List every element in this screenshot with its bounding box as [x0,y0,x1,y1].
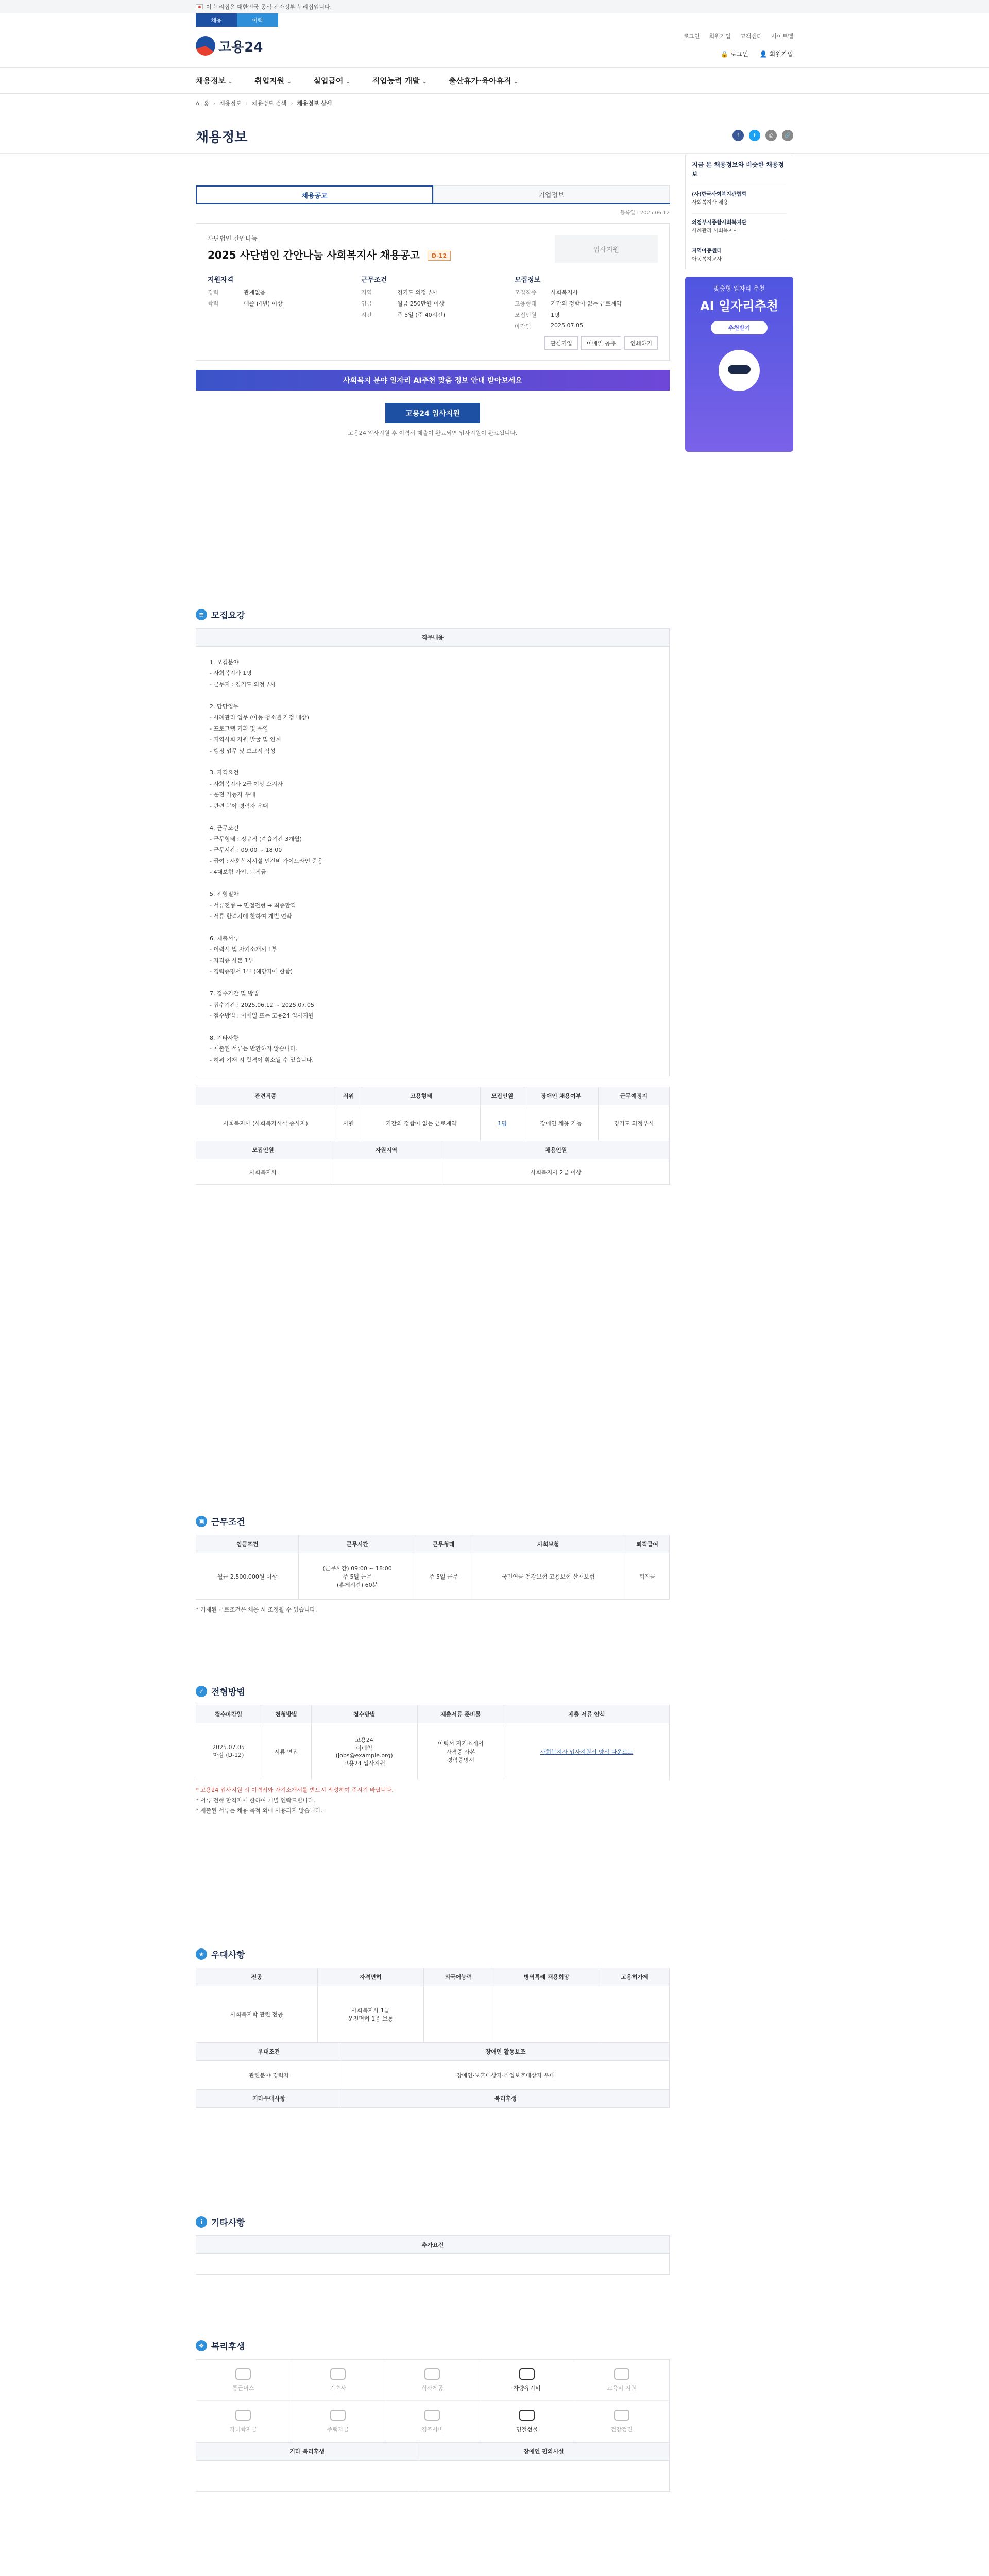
prefer-table [196,1968,670,2043]
similar-job-item[interactable] [692,242,787,264]
site-header [0,27,989,68]
email-share-button[interactable]: 이메일 공유 [581,336,622,350]
welfare-item [385,2401,480,2442]
section-process [196,1685,670,1816]
work-table [196,1535,670,1600]
table-header: 기타우대사항 [196,2090,342,2108]
info-value: 2025.07.05 [551,322,583,329]
table-header: 장애인 활동보조 [342,2043,670,2061]
welfare-label: 식사제공 [421,2384,444,2392]
briefcase-icon: ▣ [196,1516,207,1527]
login-label: 로그인 [730,50,748,58]
prefer-extra-table [196,2042,670,2108]
company-name[interactable]: 사단법인 간안나눔 [208,235,258,242]
similar-job-item[interactable] [692,213,787,235]
welfare-icon [424,2410,440,2421]
util-link-help[interactable]: 고객센터 [740,33,762,40]
info-label: 시간 [361,312,372,318]
table-cell: (근무시간) 09:00 ~ 18:00 주 5일 근무 (휴게시간) 60분 [299,1553,416,1600]
work-note: * 기재된 근로조건은 채용 시 조정될 수 있습니다. [196,1606,317,1613]
table-header: 근무형태 [416,1535,471,1553]
promo-banner[interactable]: 사회복지 분야 일자리 AI추천 맞춤 정보 안내 받아보세요 [196,370,670,391]
util-icons [721,49,793,58]
page-title: 채용정보 [196,130,248,145]
info-label: 모집직종 [515,289,537,296]
info-value: 1명 [551,312,560,318]
favorite-button[interactable]: 관심기업 [544,336,578,350]
welfare-icon [614,2410,629,2421]
table-cell: 기간의 정함이 없는 근로계약 [362,1105,481,1141]
lock-icon: 🔒 [720,50,728,58]
info-list [361,288,504,319]
table-row [196,1723,670,1780]
facebook-icon[interactable]: f [732,130,744,141]
table-header: 퇴직급여 [625,1535,670,1553]
info-value: 대졸 (4년) 이상 [244,300,283,307]
table-row [196,1105,670,1141]
table-header: 직위 [335,1087,362,1105]
table-cell: 월급 2,500,000원 이상 [196,1553,299,1600]
section-heading [196,2215,670,2228]
similar-job-company: 의정부시종합사회복지관 [692,220,747,226]
welfare-item [480,2401,575,2442]
table-cell: 사회복지사 (사회복지시설 종사자) [196,1105,335,1141]
gov-banner-text: 이 누리집은 대한민국 공식 전자정부 누리집입니다. [206,3,332,10]
welfare-icon [235,2410,251,2421]
welfare-label: 명절선물 [516,2426,538,2433]
table-header: 전공 [196,1968,318,1986]
info-value: 사회복지사 [551,289,578,296]
table-cell: 장애인·보훈대상자·취업보호대상자 우대 [342,2061,670,2090]
nav-training[interactable]: 직업능력 개발 ⌄ [372,75,427,86]
util-link-join[interactable]: 회원가입 [709,33,731,40]
nav-jobs[interactable]: 채용정보 ⌄ [196,75,233,86]
section-title: 복리후생 [211,2342,245,2352]
welfare-label: 통근버스 [232,2384,254,2392]
section-other [196,2215,670,2275]
table-cell: 사회복지사 [196,1159,330,1185]
breadcrumb-home[interactable]: 홈 [203,100,209,107]
info-list [515,288,658,330]
similar-job-company: 지역아동센터 [692,248,722,254]
section-work [196,1515,670,1615]
breadcrumb [0,94,989,112]
info-label: 모집인원 [515,312,537,318]
section-heading [196,1515,670,1528]
gift-icon: ❖ [196,2340,207,2351]
welfare-item [480,2360,575,2401]
logo-icon [196,36,215,56]
util-link-sitemap[interactable]: 사이트맵 [771,33,793,40]
ai-recommend-banner[interactable] [685,277,793,452]
util-links [684,32,793,40]
info-value: 주 5일 (주 40시간) [397,312,446,318]
chevron-right-icon: › [291,99,293,107]
job-overview [196,185,670,437]
chevron-right-icon: › [213,99,216,107]
process-table [196,1705,670,1780]
apply-note: 고용24 입사지원 후 이력서 제출이 완료되면 입사지원이 완료됩니다. [348,430,518,436]
job-actions [208,336,658,350]
twitter-icon[interactable]: t [749,130,760,141]
table-cell: 주 5일 근무 [416,1553,471,1600]
welfare-label: 주택자금 [327,2426,349,2433]
welfare-label: 경조사비 [421,2426,444,2433]
table-header: 제출 서류 양식 [504,1705,669,1723]
info-grid [208,274,658,330]
table-cell: 사회복지학 관련 전공 [196,1986,318,2043]
info-col-head: 지원자격 [208,276,234,284]
table-cell [196,2461,418,2492]
table-header: 장애인 편의시설 [418,2443,670,2461]
table-header: 외국어능력 [424,1968,493,1986]
list-icon: ≡ [196,609,207,620]
info-value: 월급 250만원 이상 [397,300,445,307]
info-col-conditions [361,274,504,330]
similar-jobs-card [685,155,793,269]
info-label: 임금 [361,300,372,307]
note-line: * 제출된 서류는 채용 목적 외에 사용되지 않습니다. [196,1807,322,1814]
table-header: 장애인 채용여부 [524,1087,598,1105]
job-title-text: 2025 사단법인 간안나눔 사회복지사 채용공고 [208,249,420,261]
welfare-item [196,2360,291,2401]
table-header: 전형방법 [261,1705,312,1723]
deadline-badge: D-12 [428,251,451,261]
welfare-icon [330,2410,346,2421]
table-cell[interactable]: 1명 [481,1105,524,1141]
table-header: 복리후생 [342,2090,670,2108]
detail-tabs [196,185,670,204]
table-cell: 사회복지사 1급 운전면허 1종 보통 [317,1986,424,2043]
process-notes [196,1785,670,1816]
table-header: 채용인원 [442,1141,670,1159]
section-recruit [196,608,670,1185]
table-cell: 장애인 채용 가능 [524,1105,598,1141]
table-header: 근무예정지 [598,1087,669,1105]
similar-job-company: (사)한국사회복지관협회 [692,192,746,197]
tab-job-posting[interactable]: 채용공고 [196,185,433,203]
table-header: 접수방법 [311,1705,417,1723]
welfare-icon [519,2410,535,2421]
table-row [196,2061,670,2090]
link-icon[interactable]: 🔗 [782,130,793,141]
welfare-item [291,2360,386,2401]
other-table [196,2235,670,2275]
table-row [196,1159,670,1185]
sidebar [685,155,793,452]
recruit-detail-table [196,628,670,1076]
table-header: 직무내용 [196,629,670,647]
nav-unemployment[interactable]: 실업급여 ⌄ [313,75,350,86]
section-title: 우대사항 [211,1950,245,1960]
robot-icon [719,350,760,391]
title-row [0,112,989,154]
table-header: 자원지역 [330,1141,442,1159]
table-header: 관련직종 [196,1087,335,1105]
tab-company-info[interactable]: 기업정보 [433,185,670,203]
welfare-bottom-table [196,2442,670,2492]
table-cell: 이력서 자기소개서 자격증 사본 경력증명서 [417,1723,504,1780]
recruit-summary-table [196,1087,670,1141]
similar-jobs-title: 지금 본 채용정보와 비슷한 채용정보 [692,161,785,178]
info-label: 고용형태 [515,300,537,307]
similar-job-item[interactable] [692,185,787,207]
breadcrumb-jobs[interactable]: 채용정보 [219,100,242,107]
section-prefer [196,1947,670,2108]
section-title: 기타사항 [211,2218,245,2228]
chevron-right-icon: › [245,99,248,107]
welfare-label: 건강검진 [610,2426,633,2433]
updated-date: 등록일 : 2025.06.12 [620,210,670,216]
table-header: 모집인원 [196,1141,330,1159]
welfare-icon [235,2368,251,2380]
section-title: 모집요강 [211,611,245,621]
table-header: 사회보험 [471,1535,625,1553]
service-switch [0,13,989,27]
nav-leave[interactable]: 출산휴가·육아휴직 ⌄ [449,75,519,86]
star-icon: ★ [196,1948,207,1960]
apply-button[interactable]: 고용24 입사지원 [385,403,480,423]
welfare-label: 기숙사 [329,2384,346,2392]
note-line: * 서류 전형 합격자에 한하여 개별 연락드립니다. [196,1797,315,1804]
print-button[interactable]: 인쇄하기 [624,336,658,350]
print-icon[interactable]: ⎙ [765,130,777,141]
util-link-login[interactable]: 로그인 [683,33,700,40]
recruit-extra-table [196,1141,670,1185]
welfare-icon [330,2368,346,2380]
table-header: 자격면허 [317,1968,424,1986]
table-cell [600,1986,670,2043]
table-cell [330,1159,442,1185]
welfare-grid [196,2359,670,2443]
table-cell: 국민연금 건강보험 고용보험 산재보험 [471,1553,625,1600]
gov-banner [0,0,989,13]
info-label: 마감일 [515,323,531,330]
table-header: 추가요건 [196,2236,670,2254]
welfare-item [385,2360,480,2401]
table-cell [418,2461,670,2492]
welfare-item [196,2401,291,2442]
table-header: 고용허가제 [600,1968,670,1986]
user-icon: 👤 [759,50,768,58]
table-cell: 2025.07.05 마감 (D-12) [196,1723,261,1780]
welfare-item [291,2401,386,2442]
info-label: 경력 [208,289,219,296]
download-form-link[interactable]: 사회복지사 입사지원서 양식 다운로드 [504,1723,669,1780]
similar-job-text: 아동복지교사 [692,257,722,262]
note-line: * 고용24 입사지원 시 이력서와 자기소개서를 반드시 작성하여 주시기 바랍니다. [196,1787,394,1793]
service-tab-jobs[interactable]: 채용 [196,13,237,27]
similar-job-text: 사회복지사 채용 [692,200,728,206]
share-icons [732,130,793,141]
table-cell [424,1986,493,2043]
table-cell: 고용24 이메일 (jobs@example.org) 고용24 입사지원 [311,1723,417,1780]
breadcrumb-search[interactable]: 채용정보 검색 [251,100,287,107]
welfare-item [574,2401,669,2442]
login-button[interactable] [721,49,748,58]
home-icon[interactable]: ⌂ [196,99,199,107]
table-cell: 사회복지사 2급 이상 [442,1159,670,1185]
table-header: 제출서류 준비물 [417,1705,504,1723]
table-cell [196,2254,670,2275]
logo-text: 고용24 [218,39,263,55]
main-navigation [0,68,989,94]
section-heading [196,608,670,621]
ai-recommend-button[interactable]: 추천받기 [711,321,768,334]
table-cell: 퇴직금 [625,1553,670,1600]
table-header: 모집인원 [481,1087,524,1105]
section-heading [196,1947,670,1960]
info-value: 기간의 정함이 없는 근로계약 [551,300,622,307]
section-title: 전형방법 [211,1687,245,1698]
similar-job-text: 사례관리 사회복지사 [692,228,739,234]
section-title: 근무조건 [211,1517,245,1528]
welfare-icon [519,2368,535,2380]
breadcrumb-current: 채용정보 상세 [297,100,332,107]
table-cell: 서류 면접 [261,1723,312,1780]
table-header: 고용형태 [362,1087,481,1105]
nav-support[interactable]: 취업지원 ⌄ [254,75,292,86]
table-header: 병역특례 채용희망 [493,1968,600,1986]
table-header: 우대조건 [196,2043,342,2061]
info-label: 학력 [208,300,219,307]
info-label: 지역 [361,289,372,296]
table-cell: 관련분야 경력자 [196,2061,342,2090]
table-row [196,1986,670,2043]
table-header: 근무시간 [299,1535,416,1553]
join-button[interactable] [760,49,793,58]
table-cell [493,1986,600,2043]
info-list [208,288,351,308]
welfare-icon [424,2368,440,2380]
job-summary-box [196,223,670,361]
job-description: 1. 모집분야 - 사회복지사 1명 - 근무지 : 경기도 의정부시 2. 담당업무 - 사례관리 업무 (아동·청소년 가정 대상) - 프로그램 기획 및 운영 - 지역사회 자원 발굴 및 연계 - 행정 업무 및 보고서 작성 3. 자격요건 - 사회복지사 2급 이상 소지자 - 운전 가능자 우대 - 관련 분야 경력자 우대 4. 근무조건 - 근무형태 : 정규직 (수습기간 3개월) - 근무시간 : 09:00 ~ 18:00 - 급여 : 사회복지시설 인건비 가이드라인 준용 - 4대보험 가입, 퇴직금 5. 전형절차 - 서류전형 → 면접전형 → 최종합격 - 서류 합격자에 한하여 개별 연락 6. 제출서류 - 이력서 및 자기소개서 1부 - 자격증 사본 1부 - 경력증명서 1부 (해당자에 한함) 7. 접수기간 및 방법 - 접수기간 : 2025.06.12 ~ 2025.07.05 - 접수방법 : 이메일 또는 고용24 입사지원 8. 기타사항 - 제출된 서류는 반환하지 않습니다. - 허위 기재 시 합격이 취소될 수 있습니다. [196,647,670,1076]
table-cell: 경기도 의정부시 [598,1105,669,1141]
welfare-icon [614,2368,629,2380]
ai-banner-heading: AI 일자리추천 [700,299,778,313]
apply-status-box[interactable]: 입사지원 [555,235,658,263]
flag-icon [196,4,203,9]
service-tab-resume[interactable]: 이력 [237,13,278,27]
table-header: 접수마감일 [196,1705,261,1723]
welfare-label: 자녀학자금 [229,2426,257,2433]
table-header: 임금조건 [196,1535,299,1553]
info-icon: i [196,2216,207,2228]
section-welfare [196,2339,670,2492]
join-label: 회원가입 [769,50,793,58]
welfare-item [574,2360,669,2401]
info-col-head: 근무조건 [361,276,387,284]
table-cell: 사원 [335,1105,362,1141]
site-logo[interactable] [196,36,263,56]
checklist-icon: ✓ [196,1686,207,1697]
info-col-recruit [515,274,658,330]
info-value: 관계없음 [244,289,266,296]
info-col-qualification [208,274,351,330]
table-header: 기타 복리후생 [196,2443,418,2461]
section-heading [196,2339,670,2352]
info-col-head: 모집정보 [515,276,541,284]
table-row [196,1553,670,1600]
welfare-label: 교육비 지원 [607,2384,637,2392]
section-heading [196,1685,670,1698]
ai-banner-title: 맞춤형 일자리 추천 [713,285,765,292]
welfare-label: 차량유지비 [513,2384,541,2392]
info-value: 경기도 의정부시 [397,289,437,296]
